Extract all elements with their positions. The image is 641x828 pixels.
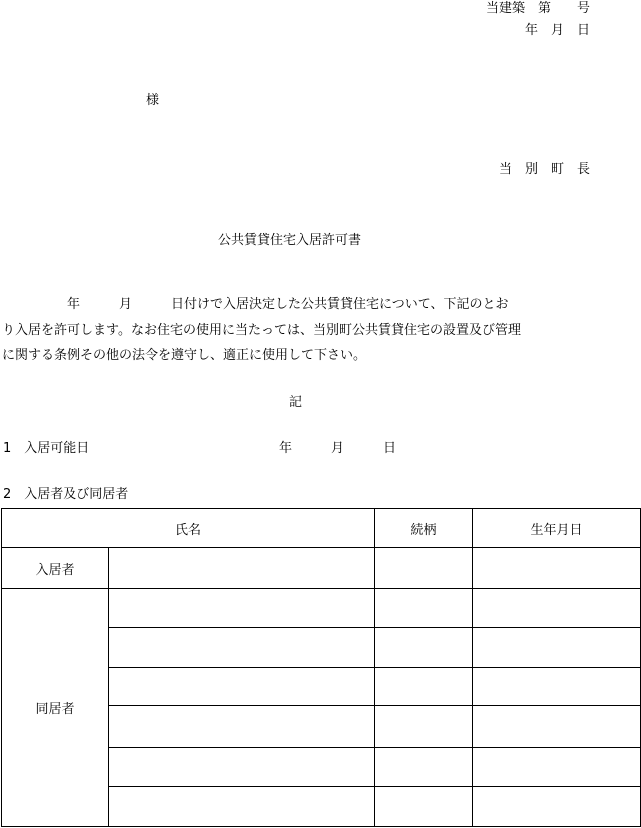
body-line-2: り入居を許可します。なお住宅の使用に当たっては、当別町公共賃貸住宅の設置及び管理 — [2, 323, 521, 338]
resident-label: 入居者 — [2, 548, 109, 589]
cohabitant-birthdate-cell[interactable] — [473, 628, 641, 668]
header-name: 氏名 — [2, 509, 375, 548]
table-row-cohabitant — [2, 589, 641, 628]
body-line-1: 年 月 日付けで入居決定した公共賃貸住宅について、下記のとお — [2, 297, 509, 312]
cohabitant-relationship-cell[interactable] — [375, 589, 473, 628]
resident-name-cell[interactable] — [109, 548, 375, 589]
cohabitant-name-cell[interactable] — [109, 589, 375, 628]
header-relationship: 続柄 — [375, 509, 473, 548]
cohabitant-name-cell[interactable] — [109, 787, 375, 827]
table-row-resident — [2, 548, 641, 589]
cohabitant-name-cell[interactable] — [109, 668, 375, 706]
cohabitant-birthdate-cell[interactable] — [473, 748, 641, 787]
cohabitant-relationship-cell[interactable] — [375, 787, 473, 827]
table-header-row — [2, 509, 641, 548]
item-1-date: 年 月 日 — [279, 441, 397, 456]
cohabitant-name-cell[interactable] — [109, 628, 375, 668]
resident-table — [1, 508, 641, 827]
cohabitant-name-cell[interactable] — [109, 748, 375, 787]
resident-relationship-cell[interactable] — [375, 548, 473, 589]
cohabitant-birthdate-cell[interactable] — [473, 589, 641, 628]
cohabitant-relationship-cell[interactable] — [375, 706, 473, 748]
header-birthdate: 生年月日 — [473, 509, 641, 548]
resident-birthdate-cell[interactable] — [473, 548, 641, 589]
cohabitant-label: 同居者 — [2, 589, 109, 827]
document-number: 当建築 第 号 — [485, 1, 590, 16]
cohabitant-relationship-cell[interactable] — [375, 748, 473, 787]
issuer-name: 当 別 町 長 — [498, 162, 590, 177]
addressee-honorific: 様 — [146, 93, 160, 108]
cohabitant-name-cell[interactable] — [109, 706, 375, 748]
cohabitant-birthdate-cell[interactable] — [473, 787, 641, 827]
cohabitant-relationship-cell[interactable] — [375, 668, 473, 706]
cohabitant-birthdate-cell[interactable] — [473, 668, 641, 706]
item-1-label: 1 入居可能日 — [3, 441, 90, 456]
issue-date: 年 月 日 — [524, 23, 590, 38]
item-2-label: 2 入居者及び同居者 — [3, 487, 129, 502]
cohabitant-birthdate-cell[interactable] — [473, 706, 641, 748]
ki-heading: 記 — [289, 395, 303, 410]
document-title: 公共賃貸住宅入居許可書 — [218, 233, 362, 248]
body-line-3: に関する条例その他の法令を遵守し、適正に使用して下さい。 — [2, 348, 367, 363]
cohabitant-relationship-cell[interactable] — [375, 628, 473, 668]
